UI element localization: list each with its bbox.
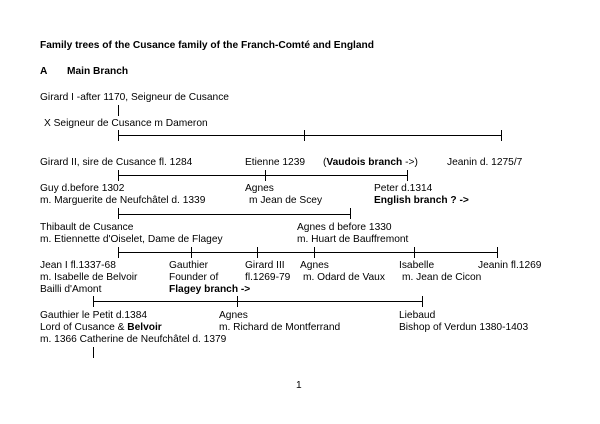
agnes-montferrand-entry: Agnes <box>219 310 248 321</box>
descent-line <box>407 170 408 181</box>
descent-line <box>422 296 423 307</box>
sibling-line <box>118 214 351 215</box>
section-letter: A <box>40 66 48 77</box>
agnes-montferrand-marriage: m. Richard de Montferrand <box>219 322 341 333</box>
x-seigneur-entry: X Seigneur de Cusance m Dameron <box>44 118 208 129</box>
vaudois-open: ( <box>323 157 327 168</box>
descent-line <box>414 247 415 258</box>
peter-entry: Peter d.1314 <box>374 183 433 194</box>
descent-line <box>257 247 258 258</box>
gauthier-le-petit-entry: Gauthier le Petit d.1384 <box>40 310 148 321</box>
lordship-text: Lord of Cusance & <box>40 322 128 333</box>
vaudois-branch-label: Vaudois branch <box>326 157 403 168</box>
descent-line <box>314 247 315 258</box>
agnes-scey-entry: Agnes <box>245 183 274 194</box>
english-branch-ref: English branch ? -> <box>374 195 469 206</box>
descent-line <box>191 247 192 258</box>
vaudois-branch-ref <box>323 157 418 169</box>
gauthier-le-petit-marriage: m. 1366 Catherine de Neufchâtel d. 1379 <box>40 334 227 345</box>
descent-line <box>497 247 498 258</box>
isabelle-entry: Isabelle <box>399 260 435 271</box>
sibling-line <box>118 175 408 176</box>
jean-i-entry: Jean I fl.1337-68 <box>40 260 116 271</box>
girard-iii-entry: Girard III <box>245 260 285 271</box>
descent-line <box>265 170 266 181</box>
liebaud-entry: Liebaud <box>399 310 436 321</box>
descent-line <box>118 130 119 141</box>
agnes-vaux-entry: Agnes <box>300 260 329 271</box>
sibling-line <box>118 252 498 253</box>
document-heading: Family trees of the Cusance family of the Franch-Comté and England <box>40 40 374 51</box>
sibling-line <box>118 135 502 136</box>
gauthier-entry: Gauthier <box>169 260 209 271</box>
agnes-scey-marriage: m Jean de Scey <box>249 195 323 206</box>
descent-line <box>501 130 502 141</box>
section-title: Main Branch <box>67 66 129 77</box>
jean-i-title: Bailli d'Amont <box>40 284 102 295</box>
descent-line <box>350 208 351 219</box>
isabelle-marriage: m. Jean de Cicon <box>402 272 482 283</box>
descent-line <box>118 208 119 219</box>
page-number: 1 <box>296 380 302 391</box>
descent-line <box>118 170 119 181</box>
jeanin-ii-entry: Jeanin fl.1269 <box>478 260 542 271</box>
thibault-entry: Thibault de Cusance <box>40 222 134 233</box>
gauthier-le-petit-lordship <box>40 322 162 334</box>
descent-line <box>237 296 238 307</box>
descent-line <box>93 296 94 307</box>
girard-i-entry: Girard I -after 1170, Seigneur de Cusance <box>40 92 229 103</box>
agnes-bauffremont-entry: Agnes d before 1330 <box>297 222 392 233</box>
liebaud-role: Bishop of Verdun 1380-1403 <box>399 322 529 333</box>
guy-marriage: m. Marguerite de Neufchâtel d. 1339 <box>40 195 206 206</box>
etienne-entry: Etienne 1239 <box>245 157 306 168</box>
girard-iii-dates: fl.1269-79 <box>245 272 291 283</box>
sibling-line <box>93 301 423 302</box>
vaudois-close: ->) <box>402 157 418 168</box>
jeanin-entry: Jeanin d. 1275/7 <box>447 157 523 168</box>
agnes-vaux-marriage: m. Odard de Vaux <box>303 272 385 283</box>
descent-line <box>118 247 119 258</box>
agnes-bauffremont-marriage: m. Huart de Bauffremont <box>297 234 409 245</box>
jean-i-marriage: m. Isabelle de Belvoir <box>40 272 138 283</box>
descent-line <box>93 347 94 358</box>
gauthier-role: Founder of <box>169 272 219 283</box>
thibault-marriage: m. Etiennette d'Oiselet, Dame de Flagey <box>40 234 223 245</box>
flagey-branch-ref: Flagey branch -> <box>169 284 251 295</box>
guy-entry: Guy d.before 1302 <box>40 183 125 194</box>
descent-line <box>304 130 305 141</box>
girard-ii-entry: Girard II, sire de Cusance fl. 1284 <box>40 157 193 168</box>
descent-line <box>118 105 119 116</box>
belvoir-label: Belvoir <box>127 322 162 333</box>
